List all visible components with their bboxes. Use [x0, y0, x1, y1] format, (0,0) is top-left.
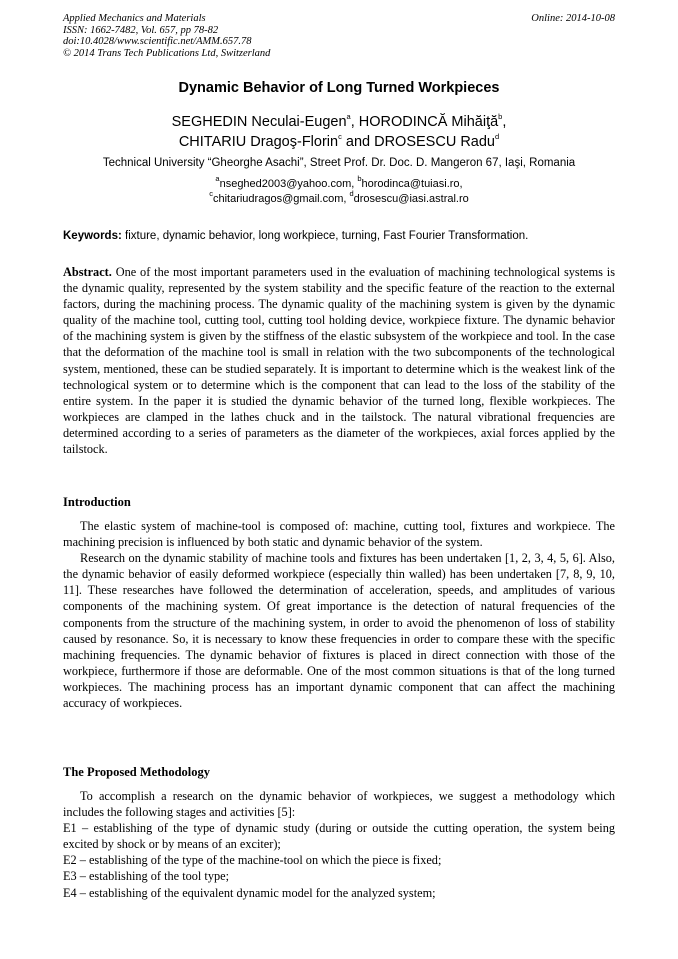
methodology-intro: To accomplish a research on the dynamic behavior of workpieces, we suggest a methodology which includes the following stages and activities [5]:	[63, 789, 615, 820]
copyright-line: © 2014 Trans Tech Publications Ltd, Switzerland	[63, 47, 271, 59]
author-surname: DROSESCU	[374, 134, 457, 150]
stage-list	[63, 820, 615, 900]
email-sup: b	[357, 174, 362, 184]
stage-item: E4 – establishing of the equivalent dynamic model for the analyzed system;	[63, 885, 436, 900]
author-surname: CHITARIU	[178, 134, 247, 150]
author-list	[0, 112, 678, 152]
author-emails	[0, 174, 678, 207]
keywords-text: fixture, dynamic behavior, long workpiece, turning, Fast Fourier Transformation.	[125, 230, 529, 242]
author-given: Radu	[460, 134, 495, 150]
email-sup: c	[209, 189, 213, 199]
introduction-paragraph: The elastic system of machine-tool is composed of: machine, cutting tool, fixtures and workpiece. The machining precision is influenced by both static and dynamic behavior of the system.	[63, 519, 615, 550]
abstract-text: One of the most important parameters used in the evaluation of machining technological systems is the dynamic quality, represented by the system stability and the specific feature of the reaction to the external factors, during the machining process. The dynamic quality of the machining system is given by the dynamic quality of the machine tool, cutting tool, cutting tool holding device, workpiece fixture. The dynamic behavior of the machining system is given by the stiffness of the elastic subsystem of the workpiece and tool. In the case that the deformation of the machine tool is small in relation with the two subcomponents of the technological system, mentioned, these can be studied separately. It is important to determine which is the weakest link of the technological system or to determine which is the component that can lead to the loss of the stability of the entire system. In the paper it is studied the dynamic behavior of the turned long, flexible workpieces. The workpieces are clamped in the lathes chuck and in the tailstock. The natural vibrational frequencies are determined according to a series of parameters as the diameter of the workpieces, axial forces applied by the tailstock.	[63, 265, 615, 457]
author-sup: c	[338, 132, 342, 142]
abstract	[63, 264, 615, 457]
email-line-1	[0, 174, 678, 192]
stage-item: E2 – establishing of the type of the machine-tool on which the piece is fixed;	[63, 853, 442, 868]
author-sup: d	[495, 132, 500, 142]
methodology-body	[63, 788, 615, 901]
introduction-paragraph: Research on the dynamic stability of machine tools and fixtures has been undertaken [1, 2, 3, 4, 5, 6]. Also, the dynamic behavior of easily deformed workpiece (especially thin walled) has been undertaken [7, 8, 9, 10, 11]. These researches have followed the determination of acceleration, speeds, and amplitudes of various components of the machining system. Of great importance is the detection of natural frequencies of the components from the structure of the machining system, in order to avoid the phenomenon of loss of stability caused by resonance. So, it is necessary to know these frequencies in order to compare these with the specific machining frequencies. The dynamic behavior of fixtures is placed in direct connection with those of the workpiece, furthermore if those are deformable. One of the most common situations is that of the long turned workpieces. The machining process has an important dynamic component that can affect the machining accuracy of workpieces.	[63, 551, 615, 711]
online-date: Online: 2014-10-08	[531, 13, 615, 24]
issn-line: ISSN: 1662-7482, Vol. 657, pp 78-82	[63, 24, 219, 36]
abstract-label: Abstract.	[63, 265, 112, 279]
email-line-2	[0, 189, 678, 207]
keywords	[63, 230, 615, 242]
author-given: Neculai-Eugen	[251, 114, 347, 130]
email-c[interactable]: chitariudragos@gmail.com,	[212, 193, 347, 205]
author-surname: SEGHEDIN	[171, 114, 248, 130]
author-conjunction: and	[345, 134, 371, 150]
author-given: Mihăiţă	[451, 114, 499, 130]
author-sup: a	[346, 112, 351, 122]
keywords-label: Keywords:	[63, 230, 122, 242]
stage-item: E1 – establishing of the type of dynamic study (during or outside the cutting operation, the system being excited by shock or by means of an exciter);	[63, 821, 615, 852]
email-b[interactable]: horodinca@tuiasi.ro,	[361, 178, 463, 190]
introduction-body	[63, 518, 615, 711]
introduction-heading: Introduction	[63, 495, 131, 509]
paper-title: Dynamic Behavior of Long Turned Workpieces	[178, 80, 500, 96]
doi-line: doi:10.4028/www.scientific.net/AMM.657.78	[63, 36, 252, 47]
email-sup: a	[215, 174, 220, 184]
journal-header	[63, 13, 615, 59]
email-sup: d	[349, 189, 354, 199]
author-given: Dragoş-Florin	[250, 134, 339, 150]
affiliation: Technical University “Gheorghe Asachi”, Street Prof. Dr. Doc. D. Mangeron 67, Iaşi, Romania	[102, 157, 576, 169]
email-d[interactable]: drosescu@iasi.astral.ro	[353, 193, 469, 205]
author-line-1: SEGHEDIN Neculai-Eugen$^a$, HORODINCĂ Mihăiţă$^b$,	[171, 112, 507, 130]
methodology-heading: The Proposed Methodology	[63, 765, 210, 779]
author-surname: HORODINCĂ	[358, 114, 448, 130]
stage-item: E3 – establishing of the tool type;	[63, 869, 229, 884]
journal-name: Applied Mechanics and Materials	[63, 13, 206, 24]
email-a[interactable]: nseghed2003@yahoo.com,	[219, 178, 355, 190]
author-sup: b	[498, 112, 503, 122]
author-line-2	[0, 132, 678, 152]
